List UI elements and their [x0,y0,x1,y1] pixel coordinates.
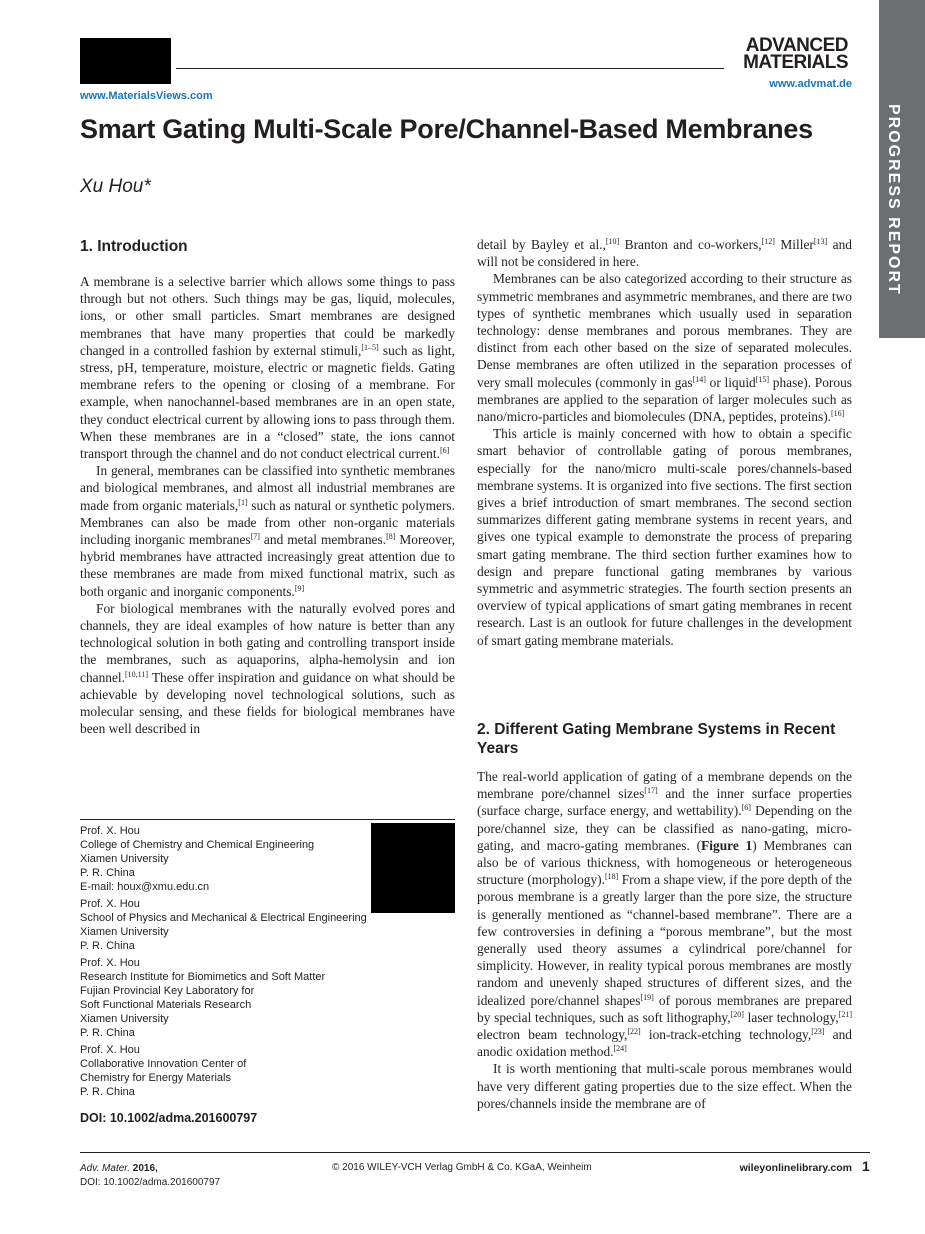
citation[interactable]: [10,11] [124,669,149,679]
text: electron beam technology, [477,1027,628,1043]
left-column-body [80,273,455,737]
affiliation-line: Collaborative Innovation Center of [80,1058,247,1070]
affiliation-line: P. R. China [80,1086,135,1098]
citation[interactable]: [18] [605,872,619,882]
author-email[interactable]: E-mail: houx@xmu.edu.cn [80,881,210,893]
publisher-url[interactable]: www.MaterialsViews.com [80,90,213,102]
citation[interactable]: [14] [692,374,706,384]
citation[interactable]: [15] [755,374,770,384]
paragraph: It is worth mentioning that multi-scale porous membranes would have very different gating properties due to the size effect. When the pores/channels inside the membrane are of [477,1061,852,1111]
journal-url[interactable]: www.advmat.de [769,78,852,90]
citation[interactable]: [12] [761,237,775,246]
section-heading-introduction: 1. Introduction [80,238,188,255]
text: such as natural or synthetic polymers. Membranes can also be made from other non-organic materials including inorganic membranes [80,497,455,548]
text: or liquid [705,374,756,390]
footer-journal-year: 2016, [130,1163,158,1174]
text: For biological membranes with the naturally evolved pores and channels, they are ideal examples of how nature is better than any technological solution in both gating and controlling transport inside the membranes, such as aquaporins, alpha-hemolysin and ion channel. [80,600,455,685]
citation[interactable]: [21] [838,1009,852,1019]
text: detail by Bayley et al., [477,237,606,252]
text: Membranes can be also categorized according to their structure as symmetric membranes and asymmetric membranes, and there are two types of synthetic membranes which usually used in separation technology: dense membranes and porous membranes. They are distinct from each other based on the size of separated molecules. Dense membranes are often utilized in the separation processes of very small molecules (commonly in gas [477,271,852,390]
header-rule [176,68,724,69]
text: phase). Porous membranes are applied to the separation of larger molecules such as nano/micro-particles and biomolecules (DNA, peptides, proteins). [477,374,852,425]
figure-reference[interactable]: Figure 1 [701,837,753,853]
text: and metal membranes. [259,532,387,548]
paragraph [477,236,852,270]
citation[interactable]: [16] [831,409,845,419]
citation[interactable]: [22] [627,1027,641,1037]
text: laser technology, [743,1009,839,1025]
affiliation-line: Xiamen University [80,853,169,865]
paragraph [80,462,455,600]
text: and the inner surface properties (surface charge, surface energy, and wettability). [477,786,852,819]
citation[interactable]: [1–5] [361,342,379,352]
citation[interactable]: [24] [613,1044,627,1054]
header-black-block [80,38,171,84]
affiliation-line: Prof. X. Hou [80,1044,140,1056]
text: Branton and co-workers, [619,237,762,252]
article-author: Xu Hou* [80,176,151,197]
right-column-body-top [477,236,852,649]
affiliation-line: P. R. China [80,1027,135,1039]
footer-journal-name: Adv. Mater. [80,1163,131,1174]
affiliation-line: P. R. China [80,867,135,879]
article-doi[interactable]: DOI: 10.1002/adma.201600797 [80,1111,258,1125]
text: Depending on the pore/channel size, they can be classified as nano-gating, micro-gating, and macro-gating membranes. ( [477,803,852,853]
footer-citation [80,1162,220,1190]
logo-line-materials: MATERIALS [743,52,848,73]
affiliation-black-block [371,823,455,913]
side-tab-label: PROGRESS REPORT [885,104,902,296]
footer-copyright: © 2016 WILEY-VCH Verlag GmbH & Co. KGaA, Weinheim [332,1162,592,1173]
logo-line-advanced: ADVANCED [745,35,848,56]
text: of porous membranes are prepared by special techniques, such as soft lithography, [477,992,853,1025]
text: Moreover, hybrid membranes have attracted increasingly great attention due to these membranes are made from mixed functional matrix, such as both organic and inorganic components. [80,532,455,599]
citation[interactable]: [19] [640,992,654,1002]
affiliation-line: School of Physics and Mechanical & Electrical Engineering [80,912,367,924]
affiliation-line: Fujian Provincial Key Laboratory for [80,985,255,997]
affiliation-line: Soft Functional Materials Research [80,999,252,1011]
section-side-tab [879,0,925,338]
citation[interactable]: [23] [811,1027,825,1037]
citation[interactable]: [8] [386,532,396,542]
text: ion-track-etching technology, [640,1027,812,1043]
section-heading-gating-systems: 2. Different Gating Membrane Systems in Recent Years [477,721,836,757]
citation[interactable]: [7] [250,532,260,542]
text: In general, membranes can be classified into synthetic membranes and biological membranes, and almost all industrial membranes are made from organic materials, [80,463,455,513]
text: From a shape view, if the pore depth of the porous membrane is a greatly larger than the pore size, the structure is generally mentioned as “channel-based membrane”. There are a few controversies in defining a “porous membrane”, but the most generally used theory assumes a cylindrical pore/channel for simplicity. However, in reality typical porous membranes are mostly random and unevenly shaped structures of different sizes, and the idealized pore/channel shapes [477,872,852,1008]
text: The real-world application of gating of a membrane depends on the membrane pore/channel sizes [477,769,852,802]
paragraph [80,273,455,462]
paragraph [477,768,852,1060]
affiliation-line: P. R. China [80,940,135,952]
citation[interactable]: [9] [294,583,305,593]
affiliation-line: Research Institute for Biomimetics and Soft Matter [80,971,326,983]
citation[interactable]: [13] [813,237,828,246]
citation[interactable]: [1] [238,497,248,507]
article-title: Smart Gating Multi-Scale Pore/Channel-Based Membranes [80,114,813,144]
affiliation-rule [80,819,455,820]
text: A membrane is a selective barrier which allows some things to pass through but not others. Such things may be gas, liquid, molecules, ions, or other small particles. Smart membranes are designed membranes that have many properties that could be markedly changed in a controlled fashion by external stimuli, [80,274,455,358]
footer-doi[interactable]: DOI: 10.1002/adma.201600797 [80,1177,221,1188]
citation[interactable]: [6] [439,446,450,456]
footer-site-link[interactable]: wileyonlinelibrary.com [739,1162,852,1174]
affiliation-group [80,956,380,1040]
paragraph [80,600,455,738]
text: Miller [774,237,814,252]
affiliation-line: Prof. X. Hou [80,957,140,969]
citation[interactable]: [17] [644,786,658,796]
affiliation-line: College of Chemistry and Chemical Engineering [80,839,315,851]
right-column-body-bottom [477,768,852,1112]
footer-journal-line [80,1162,220,1176]
text: such as light, stress, pH, temperature, moisture, electric or magnetic fields. Gating membrane refers to the opening or closing of a membrane. For example, when nanochannel-based membranes are in an open state, they conduct electrical current by allowing ions to pass through them. When these membranes are in a “closed” state, the ions cannot transport through the channel and do not conduct electrical current. [80,342,455,462]
journal-logo [728,37,848,75]
paragraph [477,270,852,425]
affiliation-line: Xiamen University [80,1013,169,1025]
affiliation-line: Xiamen University [80,926,169,938]
affiliation-line: Prof. X. Hou [80,825,140,837]
text: ) Membranes can also be of various thickness, with homogeneous or heterogeneous structure (morphology). [477,837,852,888]
citation[interactable]: [10] [605,237,620,246]
affiliation-group [80,897,380,953]
text: and anodic oxidation method. [477,1027,852,1060]
footer-rule [80,1152,870,1153]
text: and will not be considered in here. [477,237,852,270]
affiliation-block [80,824,380,1102]
citation[interactable]: [6] [741,803,751,813]
text: These offer inspiration and guidance on what should be achievable by developing novel technological solutions, such as molecular sensing, and these fields for biological membranes have been well described in [80,669,455,737]
affiliation-line: Prof. X. Hou [80,898,140,910]
paragraph: This article is mainly concerned with how to obtain a specific smart behavior of controllable gating of porous membranes, especially for the nano/micro multi-scale pores/channels-based membrane systems. It is organized into five sections. The first section gives a brief introduction of smart membranes. The second section summarizes different gating membrane systems in recent years, and gives one typical example to demonstrate the process of preparing smart gating membrane. The third section further examines how to design and prepare functional gating membranes by various symmetric and asymmetric strategies. The fourth section presents an overview of typical applications of smart gating membranes in recent research. Last is an outlook for future challenges in the development of smart gating membrane materials. [477,426,852,648]
affiliation-group [80,824,380,894]
affiliation-group [80,1043,380,1099]
citation[interactable]: [20] [730,1009,744,1019]
affiliation-line: Chemistry for Energy Materials [80,1072,231,1084]
page-number: 1 [862,1158,870,1174]
